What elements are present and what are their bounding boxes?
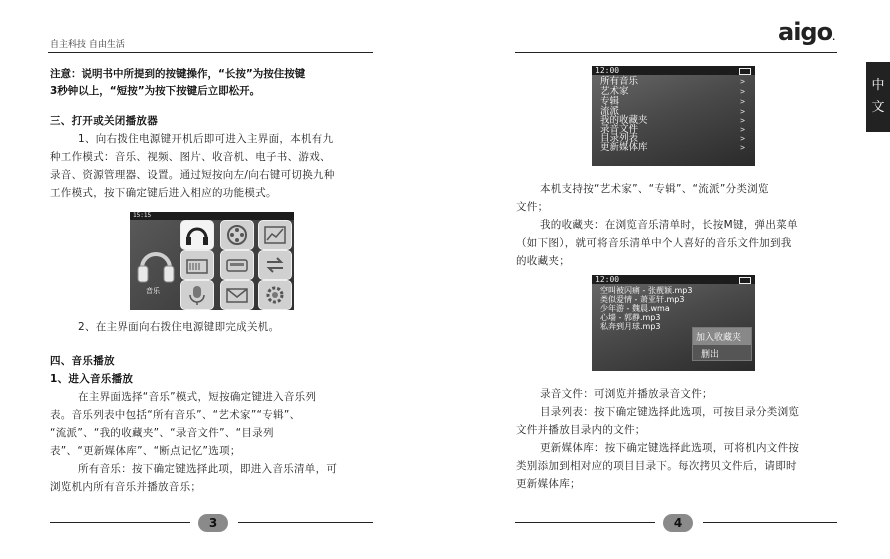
note-line-2: 3秒钟以上，“短按”为按下按键后立即松开。: [50, 85, 261, 97]
para2-line-4: 更新媒体库：按下确定键选择此选项，可将机内文件按: [540, 442, 800, 454]
footer-rule-right-b: [703, 522, 837, 523]
aigo-logo-text: aigo: [778, 18, 833, 46]
record-tile: [180, 280, 214, 310]
battery-icon: [739, 277, 751, 284]
para2-line-3: 文件并播放目录内的文件；: [516, 424, 646, 436]
menu-item: 目录列表: [600, 133, 639, 144]
microphone-icon: [185, 284, 209, 306]
transfer-icon: [263, 254, 287, 276]
para2-line-2: 目录列表：按下确定键选择此选项，可按目录分类浏览: [540, 406, 800, 418]
para1-line-4: （如下图），就可将音乐清单中个人喜好的音乐文件加到我: [516, 237, 792, 249]
chevron-right-icon: >: [740, 134, 745, 143]
main-menu-screenshot: [130, 212, 294, 310]
status-time-1: 12:00: [595, 66, 620, 75]
section3-line-3: 录音、资源管理器、设置。通过短按向左/向右键可切换九种: [50, 169, 335, 181]
music-list-screenshot: [592, 66, 755, 166]
sub1-title: 1、进入音乐播放: [50, 373, 134, 385]
ebook-tile: [220, 250, 254, 280]
song-item: 心墙 - 郭静.mp3: [600, 313, 661, 322]
para2-line-5: 类别添加到相对应的项目目录下。每次拷贝文件后，请即时: [516, 460, 797, 472]
sub1-line-5: 所有音乐：按下确定键选择此项，即进入音乐清单，可: [78, 463, 338, 475]
page-number-left: 3: [198, 514, 228, 532]
sub1-line-2: 表。音乐列表中包括“所有音乐”、“艺术家”“专辑”、: [50, 409, 301, 421]
gear-icon: [263, 284, 287, 306]
picture-tile: [258, 220, 292, 250]
header-rule: [48, 52, 373, 53]
settings-tile: [258, 280, 292, 310]
sub1-line-4: 表”、“更新媒体库”、“断点记忆”选项；: [50, 445, 241, 457]
status-time: 15:15: [133, 212, 152, 219]
sub1-line-3: “流派”、“我的收藏夹”、“录音文件”、“目录列: [50, 427, 274, 439]
chevron-right-icon: >: [740, 77, 745, 86]
explorer-tile: [220, 280, 254, 310]
headphones-icon: [136, 242, 176, 290]
footer-rule-left-b: [238, 522, 373, 523]
battery-icon: [739, 68, 751, 75]
menu-item: 艺术家: [600, 86, 629, 97]
song-item: 私奔到月球.mp3: [600, 322, 661, 331]
menu-item: 录音文件: [600, 124, 639, 135]
menu-item: 更新媒体库: [600, 142, 648, 153]
chevron-right-icon: >: [740, 107, 745, 116]
chevron-right-icon: >: [740, 97, 745, 106]
para2-line-1: 录音文件：可浏览并播放录音文件；: [540, 388, 713, 400]
chevron-right-icon: >: [740, 125, 745, 134]
song-item: 类似爱情 - 萧亚轩.mp3: [600, 295, 685, 304]
mode-label: 音乐: [146, 287, 160, 295]
menu-delete: 删出: [701, 350, 720, 360]
section3-title: 三、打开或关闭播放器: [50, 115, 158, 127]
chevron-right-icon: >: [740, 87, 745, 96]
headphone-icon: [185, 224, 209, 246]
para1-line-5: 的收藏夹；: [516, 255, 570, 267]
radio-tile: [180, 250, 214, 280]
status-time-2: 12:00: [595, 275, 620, 284]
context-menu: [692, 327, 752, 361]
header-slogan: 自主科技 自由生活: [50, 40, 125, 50]
para2-line-6: 更新媒体库；: [516, 478, 581, 490]
chart-icon: [263, 224, 287, 246]
page-number-right: 4: [663, 514, 693, 532]
video-tile: [220, 220, 254, 250]
chevron-right-icon: >: [740, 143, 745, 152]
language-tab-char-2: 文: [871, 100, 885, 115]
envelope-icon: [225, 284, 249, 306]
menu-item: 流派: [600, 106, 620, 117]
sub1-line-1: 在主界面选择“音乐”模式，短按确定键进入音乐列: [78, 391, 317, 403]
menu-item: 我的收藏夹: [600, 115, 648, 126]
language-tab-char-1: 中: [871, 78, 885, 93]
game-tile: [258, 250, 292, 280]
language-tab: [866, 62, 890, 132]
footer-rule-right-a: [515, 522, 655, 523]
aigo-logo: aigo.: [778, 18, 835, 46]
section3-line-2: 种工作模式：音乐、视频、图片、收音机、电子书、游戏、: [50, 151, 331, 163]
section3-line-1: 1、向右拨住电源键开机后即可进入主界面，本机有九: [78, 133, 334, 145]
section3-line-4: 工作模式，按下确定键后进入相应的功能模式。: [50, 187, 277, 199]
note-line-1: 注意：说明书中所提到的按键操作，“长按”为按住按键: [50, 68, 306, 80]
section4-title: 四、音乐播放: [50, 355, 115, 367]
radio-icon: [185, 254, 209, 276]
song-item: 空叫被闪痛 - 张靓颖.mp3: [600, 286, 693, 295]
chevron-right-icon: >: [740, 116, 745, 125]
keyboard-icon: [225, 254, 249, 276]
para1-line-2: 文件；: [516, 201, 549, 213]
song-item: 少年游 - 魏晨.wma: [600, 304, 670, 313]
header-rule-right: [515, 52, 837, 53]
status-bar: [130, 212, 294, 220]
para1-line-1: 本机支持按“艺术家”、“专辑”、“流派”分类浏览: [540, 183, 769, 195]
status-bar-2: [592, 275, 755, 284]
favorites-screenshot: [592, 275, 755, 371]
footer-rule-left-a: [50, 522, 190, 523]
status-bar-1: [592, 66, 755, 75]
para1-line-3: 我的收藏夹：在浏览音乐清单时，长按M键，弹出菜单: [540, 219, 798, 231]
sub1-line-6: 浏览机内所有音乐并播放音乐；: [50, 481, 202, 493]
menu-add-favorites: 加入收藏夹: [693, 328, 751, 345]
power-off-text: 2、在主界面向右拨住电源键即完成关机。: [78, 321, 280, 333]
menu-item: 专辑: [600, 96, 620, 107]
film-reel-icon: [225, 224, 249, 246]
music-tile: [180, 220, 214, 250]
menu-item: 所有音乐: [600, 76, 639, 87]
